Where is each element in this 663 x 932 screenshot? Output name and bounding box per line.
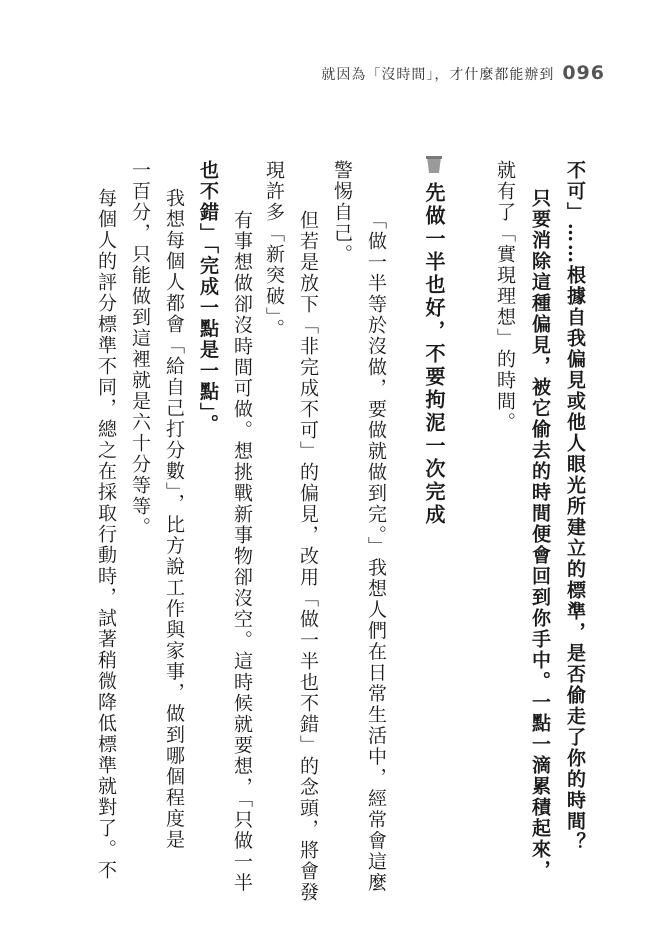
text-column-10: 我想每個人都會「給自己打分數」，比方說工作與家事，做到哪個程度是 [163, 188, 185, 851]
section-heading: 先做一半也好，不要拘泥一次完成 [422, 182, 446, 527]
running-title: 就因為「沒時間」，才什麼都能辦到 [321, 67, 555, 83]
text-column-7: 現許多「新突破」。 [263, 160, 285, 340]
running-header [321, 62, 605, 84]
text-column-11: 一百分，只能做到這裡就是六十分等等。 [129, 160, 151, 538]
text-column-12: 每個人的評分標準不同，總之在採取行動時，試著稍微降低標準就對了。不 [95, 188, 117, 881]
text-column-9: 也不錯」「完成一點是一點」。 [197, 160, 219, 435]
cup-icon [424, 155, 444, 175]
text-column-4: 警惕自己。 [331, 160, 353, 265]
page-number: 096 [562, 62, 605, 84]
text-column-3: 就有了「實現理想」的時間。 [494, 160, 516, 433]
text-column-1: 不可」……根據自我偏見或他人眼光所建立的標準，是否偷走了你的時間？ [564, 160, 586, 853]
text-column-2: 只要消除這種偏見，被它偷去的時間便會回到你手中。一點一滴累積起來， [529, 188, 551, 881]
text-column-8: 有事想做卻沒時間可做。想挑戰新事物卻沒空。這時候就要想，「只做一半 [231, 210, 253, 894]
text-column-6: 但若是放下「非完成不可」的偏見，改用「做一半也不錯」的念頭，將會發 [297, 210, 319, 903]
text-column-5: 「做一半等於沒做，要做就做到完。」我想人們在日常生活中，經常會這麼 [365, 210, 387, 894]
